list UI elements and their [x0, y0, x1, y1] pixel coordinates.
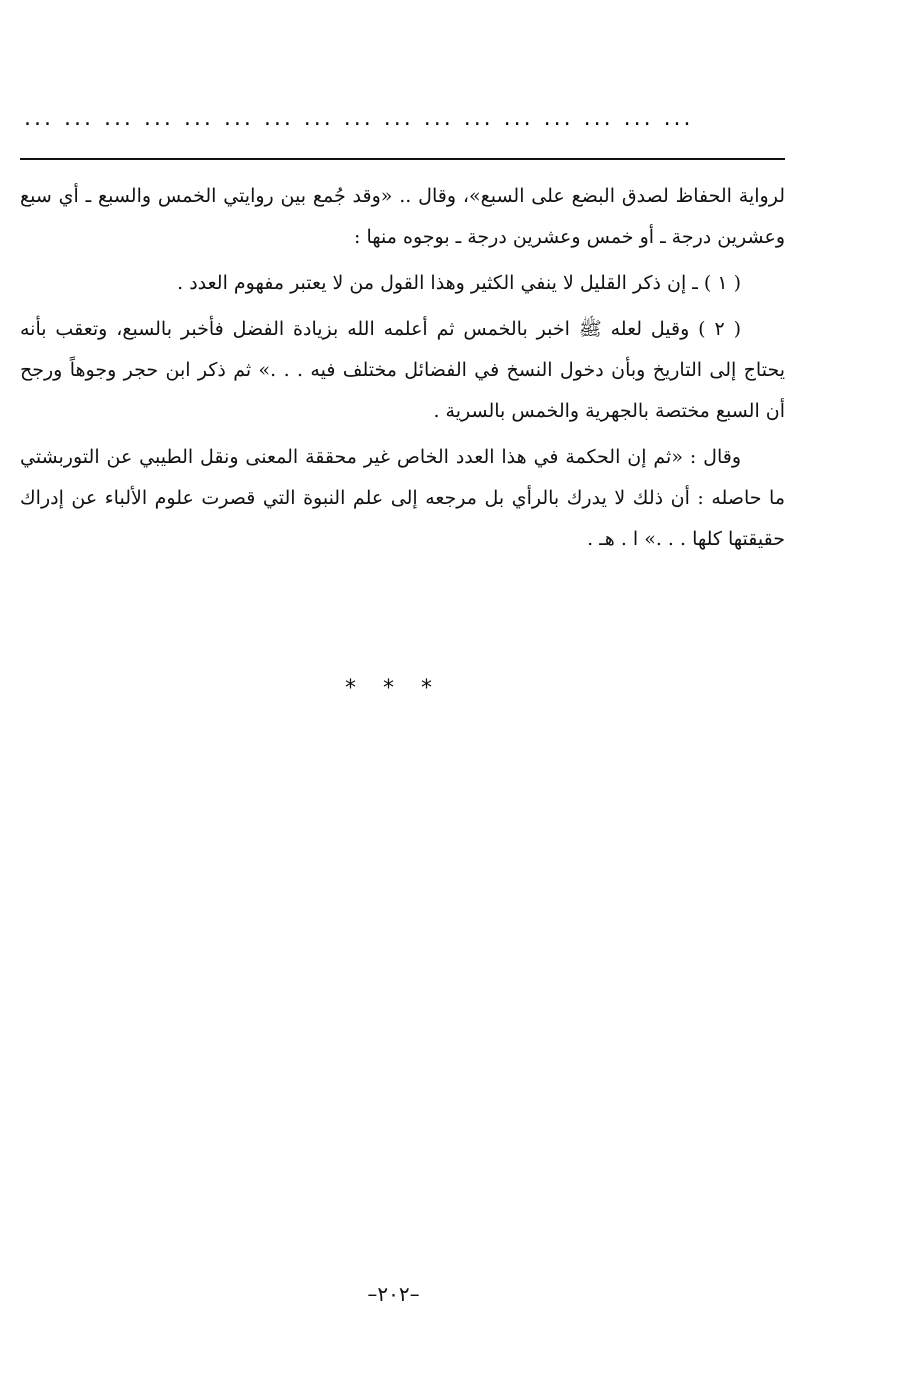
- footnote-text: [20, 176, 785, 565]
- ellipsis-line: ... ... ... ... ... ... ... ... ... ... ... ... ... ... ... ... ...: [24, 106, 694, 131]
- paragraph-continuation: لرواية الحفاظ لصدق البضع على السبع»، وقال .. «وقد جُمع بين روايتي الخمس والسبع ـ أي سبع وعشرين درجة ـ أو خمس وعشرين درجة ـ بوجوه منها :: [20, 185, 785, 248]
- section-separator: * * *: [345, 676, 442, 701]
- page-number: –٢٠٢–: [367, 1282, 420, 1306]
- paragraph-point-1: ( ١ ) ـ إن ذكر القليل لا ينفي الكثير وهذا القول من لا يعتبر مفهوم العدد .: [177, 272, 741, 294]
- footnote-rule: [20, 158, 785, 160]
- paragraph-point-2: ( ٢ ) وقيل لعله ﷺ اخبر بالخمس ثم أعلمه الله بزيادة الفضل فأخبر بالسبع، وتعقب بأنه يحتاج إلى التاريخ وبأن دخول النسخ في الفضائل مختلف فيه . . .» ثم ذكر ابن حجر وجوهاً ورجح أن السبع مختصة بالجهرية والخمس بالسرية .: [20, 318, 785, 422]
- paragraph-conclusion: وقال : «ثم إن الحكمة في هذا العدد الخاص غير محققة المعنى ونقل الطيبي عن التوربشتي ما حاصله : أن ذلك لا يدرك بالرأي بل مرجعه إلى علم النبوة التي قصرت علوم الألباء عن إدراك حقيقتها كلها . . .» ا . هـ .: [20, 446, 785, 550]
